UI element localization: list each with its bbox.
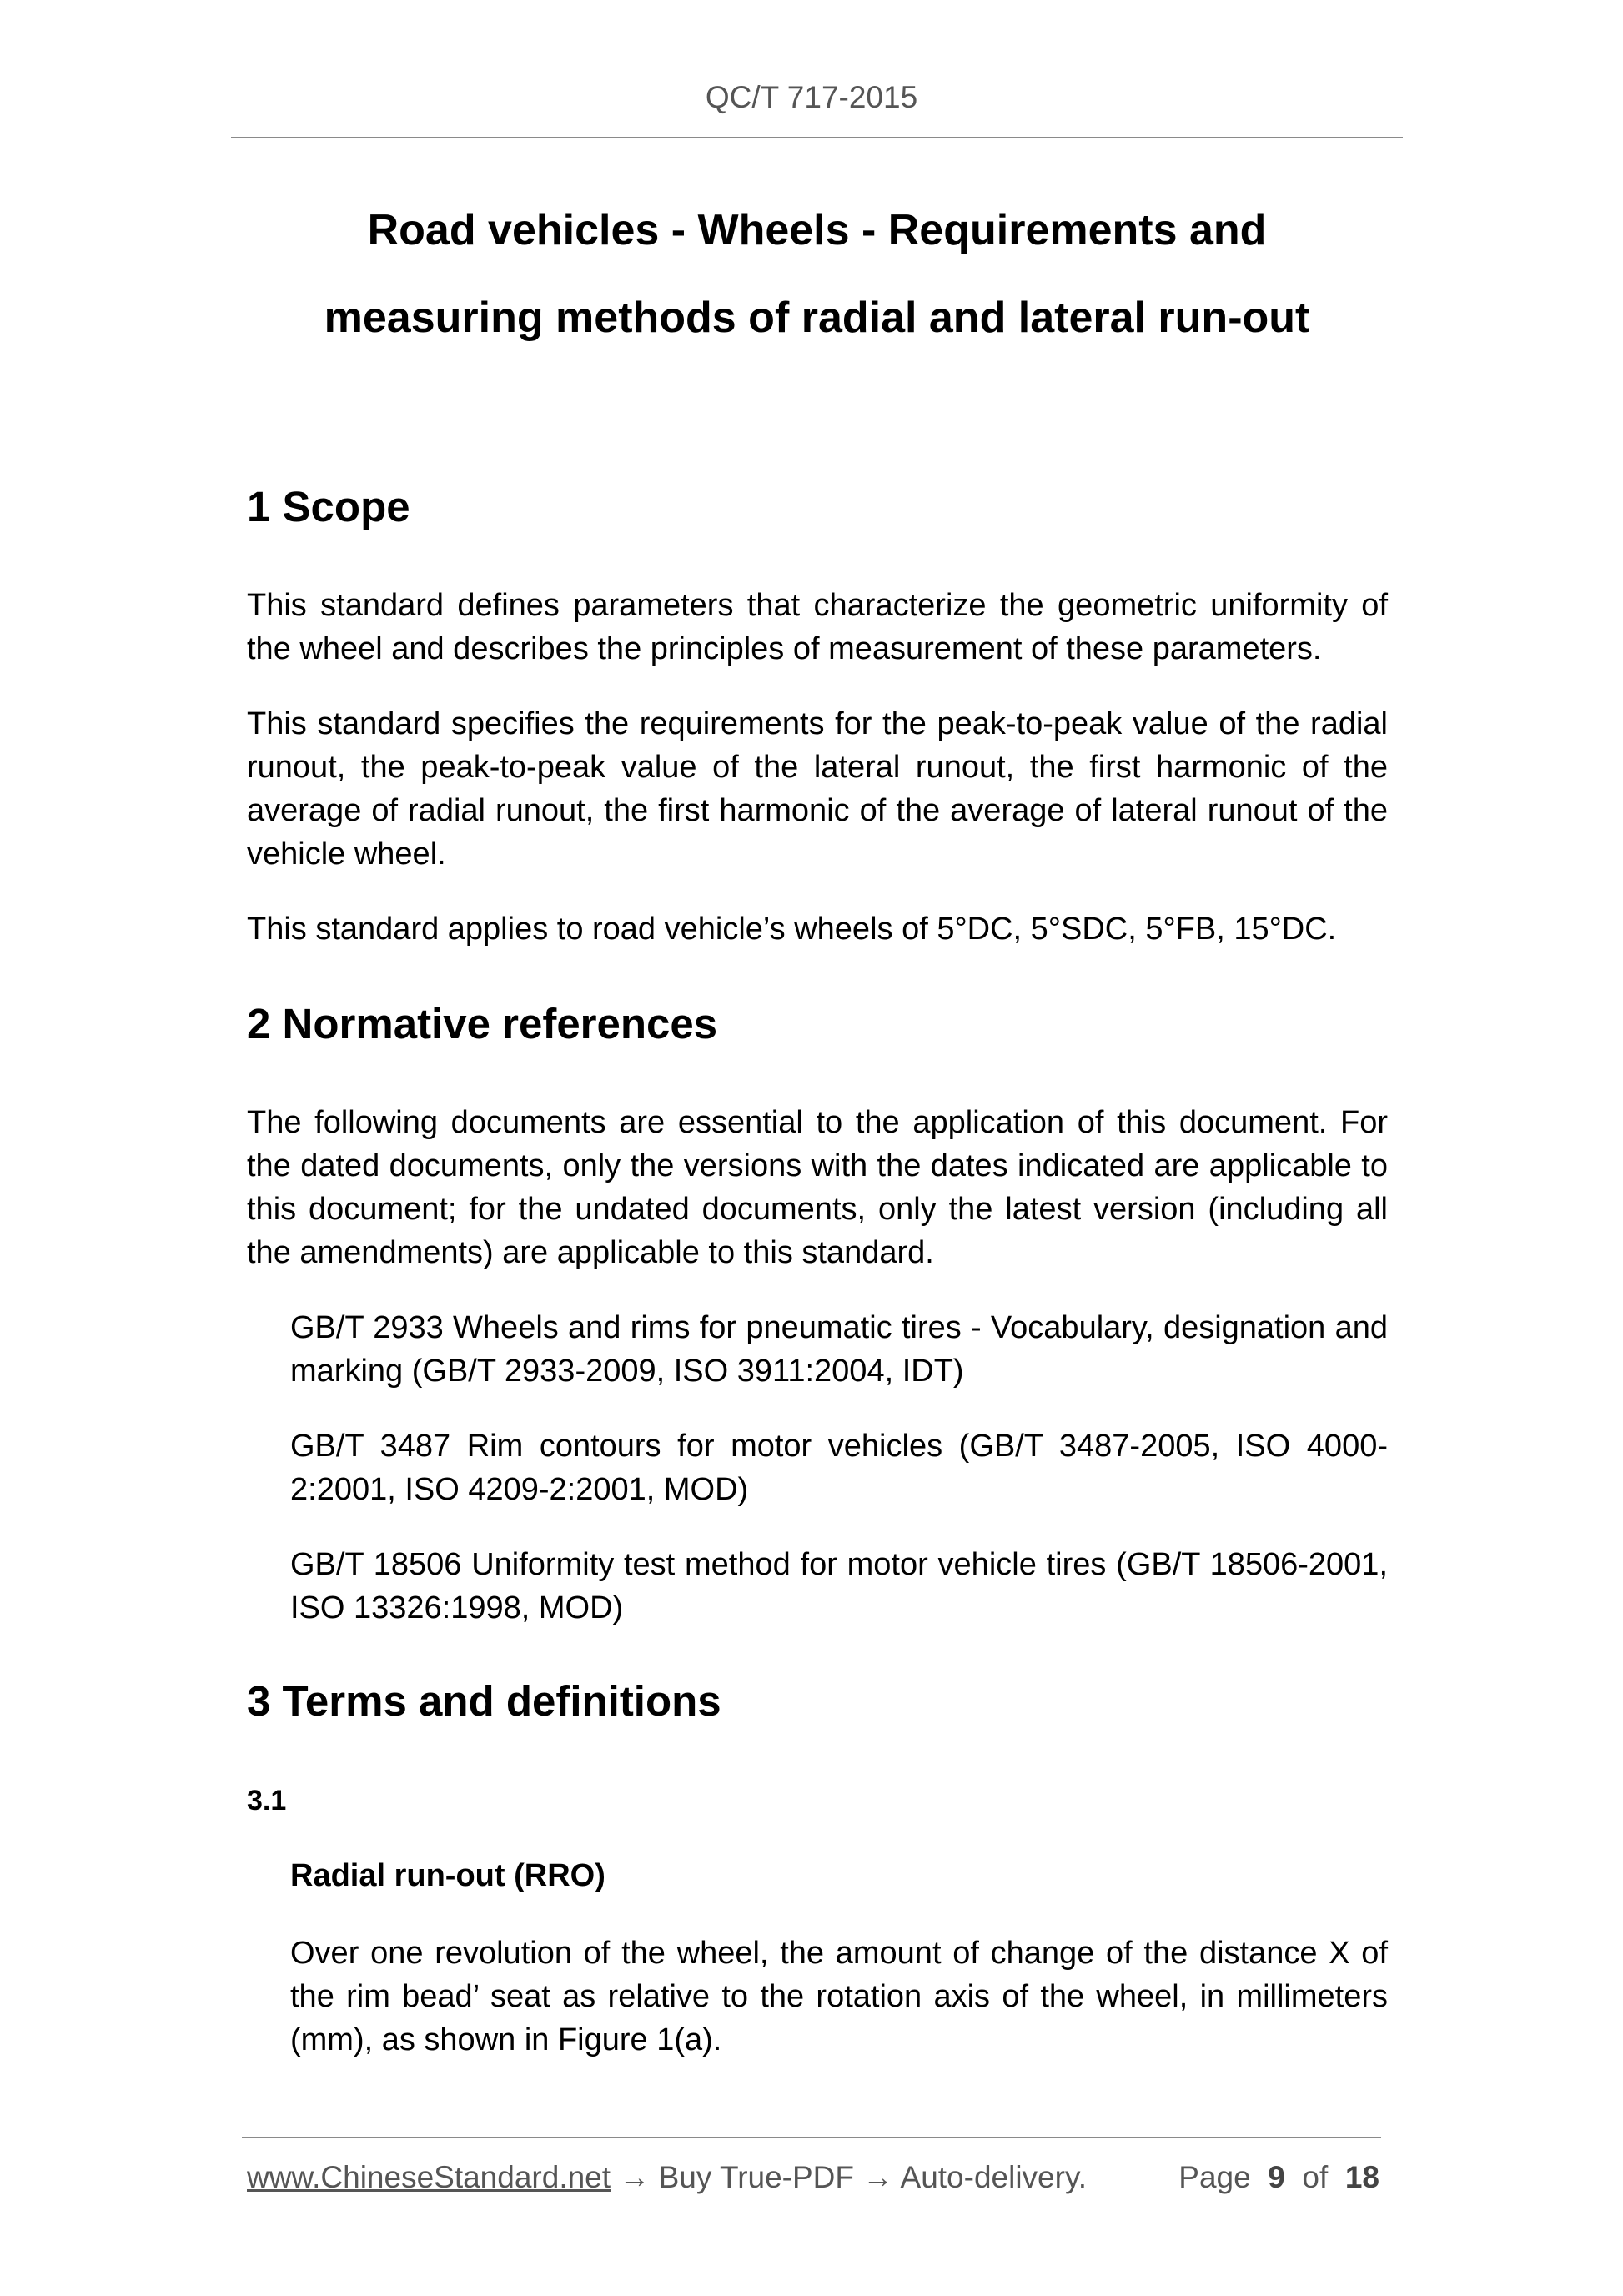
heading-normative-references: 2 Normative references	[247, 1000, 718, 1048]
page-total: 18	[1344, 2160, 1379, 2194]
definition-radial-run-out: Over one revolution of the wheel, the amount of change of the distance X of the rim bead’ seat as relative to the rotation axis of the wheel, in millimeters (mm), as shown in Figure 1(a).	[290, 1936, 1388, 2057]
heading-scope: 1 Scope	[247, 483, 410, 530]
reference-gbt-18506: GB/T 18506 Uniformity test method for motor vehicle tires (GB/T 18506-2001, ISO 13326:1998, MOD)	[290, 1547, 1388, 1625]
footer-promo-text: → Buy True-PDF → Auto-delivery.	[611, 2160, 1087, 2194]
page-footer	[247, 2160, 1379, 2195]
of-label: of	[1302, 2160, 1329, 2194]
term-radial-run-out: Radial run-out (RRO)	[290, 1858, 605, 1893]
page-current: 9	[1268, 2160, 1285, 2194]
page-indicator	[1178, 2160, 1379, 2195]
heading-terms-definitions: 3 Terms and definitions	[247, 1677, 721, 1725]
normative-intro: The following documents are essential to the application of this document. For the dated documents, only the versions with the dates indicated are applicable to this document; for the undated documents, only the latest version (including all the amendments) are applicable to this standard.	[247, 1105, 1388, 1270]
document-title	[231, 187, 1403, 362]
scope-paragraph-3: This standard applies to road vehicle’s wheels of 5°DC, 5°SDC, 5°FB, 15°DC.	[247, 912, 1337, 947]
clause-number: 3.1	[247, 1785, 287, 1816]
title-line-1: Road vehicles - Wheels - Requirements and	[367, 206, 1267, 254]
scope-paragraph-2: This standard specifies the requirements for the peak-to-peak value of the radial runout, the peak-to-peak value of the lateral runout, the first harmonic of the average of radial runout, the first harmonic of the average of lateral runout of the vehicle wheel.	[247, 706, 1388, 872]
page-label: Page	[1178, 2160, 1251, 2194]
footer-divider	[242, 2137, 1381, 2138]
title-line-2: measuring methods of radial and lateral run-out	[324, 294, 1310, 342]
header-standard-code: QC/T 717-2015	[705, 80, 918, 114]
reference-gbt-2933: GB/T 2933 Wheels and rims for pneumatic tires - Vocabulary, designation and marking (GB/T 2933-2009, ISO 3911:2004, IDT)	[290, 1310, 1388, 1389]
scope-paragraph-1: This standard defines parameters that characterize the geometric uniformity of the wheel and describes the principles of measurement of these parameters.	[247, 588, 1388, 666]
footer-promo	[247, 2160, 1087, 2195]
footer-website-link[interactable]: www.ChineseStandard.net	[247, 2160, 611, 2194]
header-divider	[231, 137, 1403, 138]
reference-gbt-3487: GB/T 3487 Rim contours for motor vehicles (GB/T 3487-2005, ISO 4000-2:2001, ISO 4209-2:2001, MOD)	[290, 1429, 1388, 1507]
